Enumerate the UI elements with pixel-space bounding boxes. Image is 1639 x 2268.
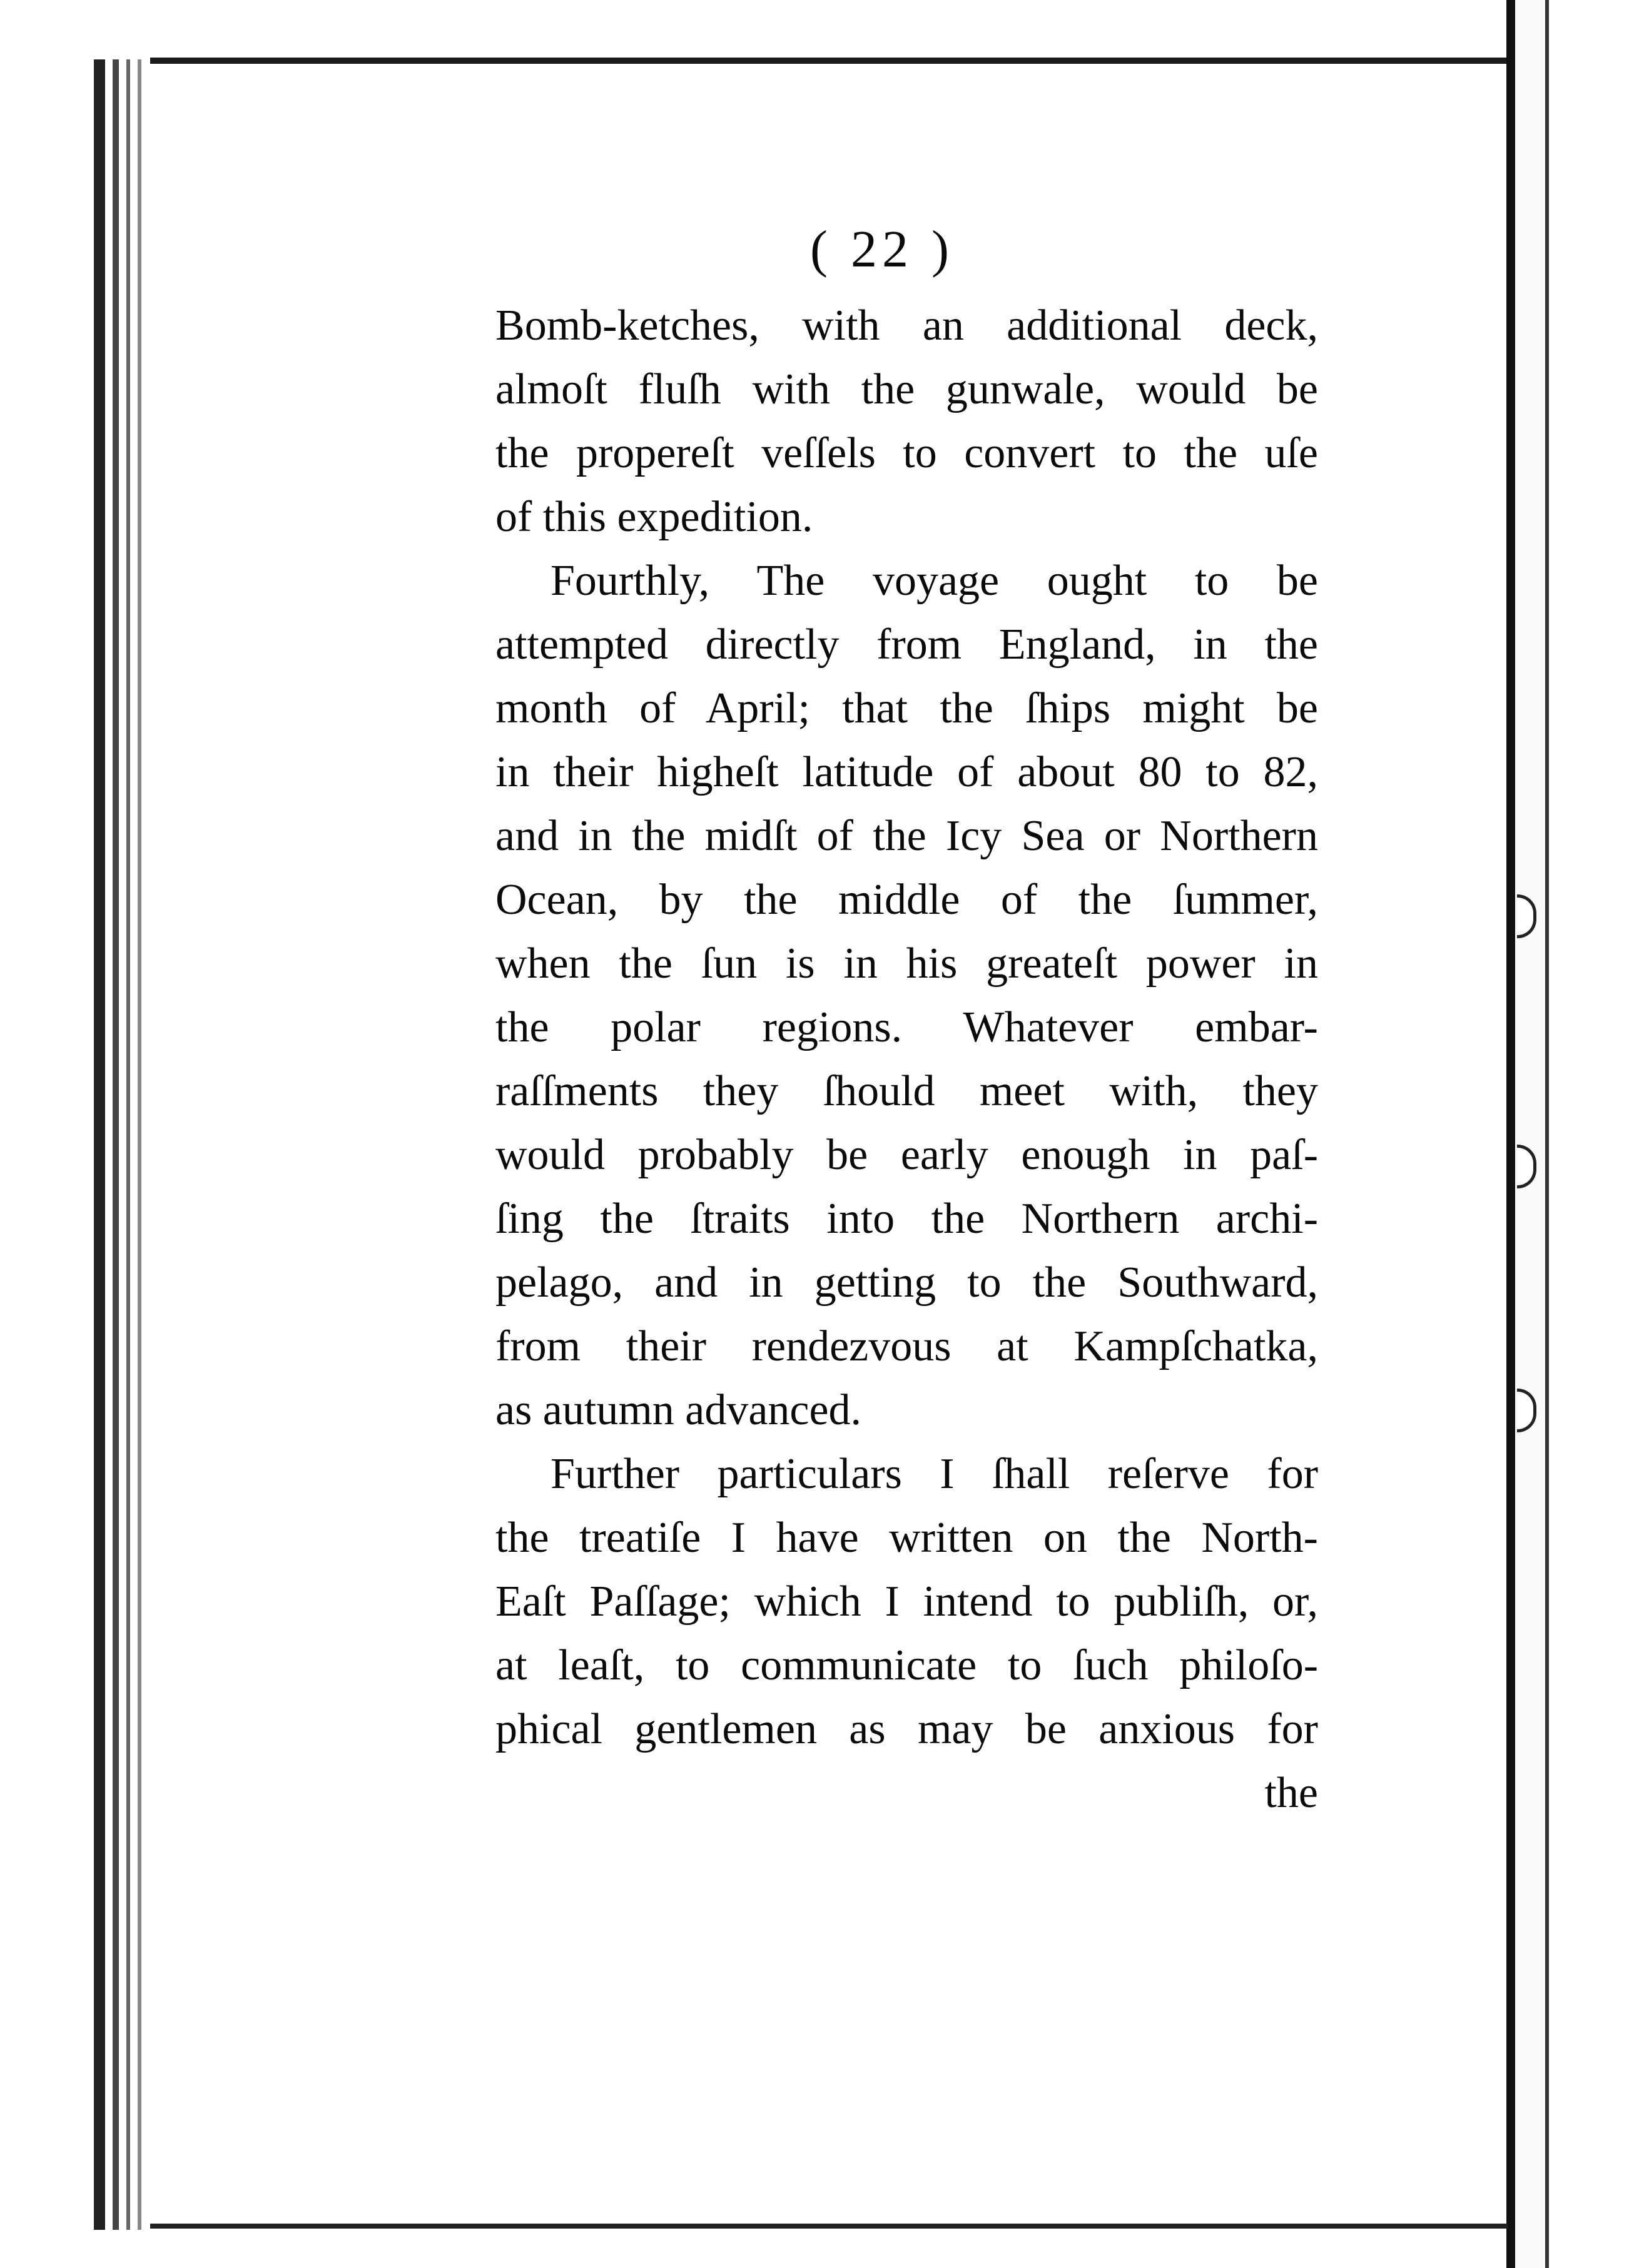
page-right-edge: [1506, 0, 1515, 2268]
text-line: at leaſt, to communicate to ſuch philoſo-: [495, 1641, 1318, 1689]
page-bottom-edge: [150, 2224, 1508, 2229]
text-line: from their rendezvous at Kampſchatka,: [495, 1322, 1318, 1370]
text-line: Bomb-ketches, with an additional deck,: [495, 301, 1318, 350]
text-line: raſſments they ſhould meet with, they: [495, 1067, 1318, 1115]
text-line: Fourthly, The voyage ought to be: [551, 557, 1318, 605]
book-spine-edge: [94, 59, 153, 2230]
text-line: pelago, and in getting to the Southward,: [495, 1258, 1318, 1307]
text-line: of this expedition.: [495, 493, 813, 541]
text-line: would probably be early enough in paſ-: [495, 1131, 1318, 1179]
text-line: in their higheſt latitude of about 80 to 82,: [495, 748, 1318, 796]
text-line: Eaſt Paſſage; which I intend to publiſh, or,: [495, 1577, 1318, 1626]
body-text: [495, 294, 1318, 1825]
text-line: Ocean, by the middle of the ſummer,: [495, 876, 1318, 924]
page-number-header: ( 22 ): [810, 220, 954, 278]
catchword: the: [1264, 1769, 1318, 1817]
text-line: phical gentlemen as may be anxious for: [495, 1705, 1318, 1753]
text-line: almoſt fluſh with the gunwale, would be: [495, 365, 1318, 413]
page-top-edge: [150, 58, 1508, 64]
facing-page-edge: [1545, 0, 1549, 2268]
text-line: Further particulars I ſhall reſerve for: [551, 1450, 1318, 1498]
facing-page-strip: [1515, 0, 1545, 2268]
text-line: when the ſun is in his greateſt power in: [495, 939, 1318, 988]
text-line: and in the midſt of the Icy Sea or Northern: [495, 812, 1318, 860]
text-line: the polar regions. Whatever embar-: [495, 1003, 1318, 1051]
text-line: ſing the ſtraits into the Northern archi-: [495, 1195, 1318, 1243]
text-line: attempted directly from England, in the: [495, 620, 1318, 669]
text-line: month of April; that the ſhips might be: [495, 684, 1318, 732]
text-line: as autumn advanced.: [495, 1386, 862, 1434]
text-line: the treatiſe I have written on the North-: [495, 1514, 1318, 1562]
text-line: the propereſt veſſels to convert to the uſe: [495, 429, 1318, 477]
